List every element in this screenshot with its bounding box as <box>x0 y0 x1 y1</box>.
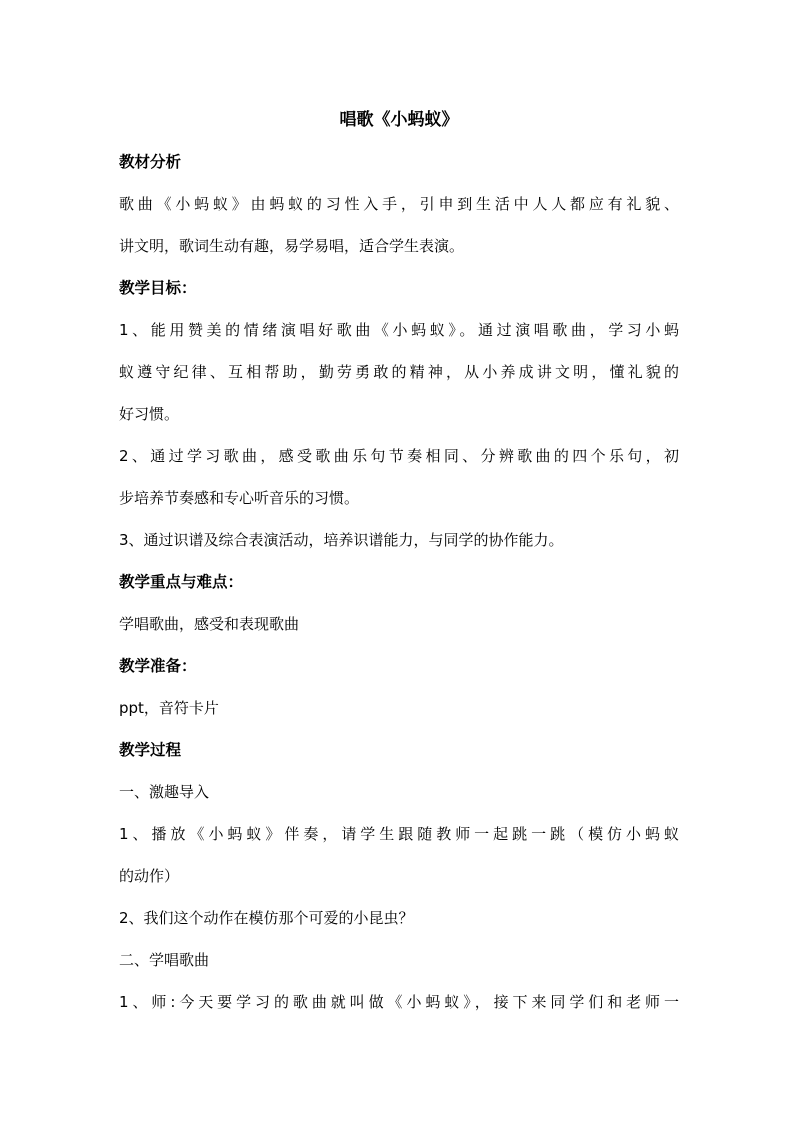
paragraph-line: 1、播放《小蚂蚁》伴奏，请学生跟随教师一起跳一跳（模仿小蚂蚁 <box>119 825 679 843</box>
document-title: 唱歌《小蚂蚁》 <box>339 110 459 130</box>
paragraph-line: 的动作） <box>119 867 180 885</box>
paragraph-line: 2、我们这个动作在模仿那个可爱的小昆虫？ <box>119 909 414 927</box>
heading-material-analysis: 教材分析 <box>119 152 182 171</box>
heading-key-difficulties: 教学重点与难点： <box>119 572 244 591</box>
paragraph-line: 好习惯。 <box>119 405 180 423</box>
paragraph-line: 1、师:今天要学习的歌曲就叫做《小蚂蚁》，接下来同学们和老师一 <box>119 993 679 1011</box>
paragraph-line: 1、能用赞美的情绪演唱好歌曲《小蚂蚁》。通过演唱歌曲，学习小蚂 <box>119 321 679 339</box>
heading-teaching-goals: 教学目标： <box>119 278 197 297</box>
paragraph-line: 3、通过识谱及综合表演活动，培养识谱能力，与同学的协作能力。 <box>119 531 564 549</box>
paragraph-line: 讲文明，歌词生动有趣，易学易唱，适合学生表演。 <box>119 237 465 255</box>
paragraph-line: ppt，音符卡片 <box>119 699 219 717</box>
subsection-title: 二、学唱歌曲 <box>119 951 210 969</box>
document-body <box>119 99 679 1023</box>
subsection-title: 一、激趣导入 <box>119 783 210 801</box>
paragraph-line: 步培养节奏感和专心听音乐的习惯。 <box>119 489 360 507</box>
paragraph-line: 蚁遵守纪律、互相帮助，勤劳勇敢的精神，从小养成讲文明，懂礼貌的 <box>119 363 679 381</box>
heading-teaching-process: 教学过程 <box>119 740 182 759</box>
heading-teaching-preparation: 教学准备： <box>119 656 197 675</box>
paragraph-line: 2、通过学习歌曲，感受歌曲乐句节奏相同、分辨歌曲的四个乐句，初 <box>119 447 679 465</box>
paragraph-line: 学唱歌曲，感受和表现歌曲 <box>119 615 300 633</box>
paragraph-line: 歌曲《小蚂蚁》由蚂蚁的习性入手，引申到生活中人人都应有礼貌、 <box>119 195 679 213</box>
